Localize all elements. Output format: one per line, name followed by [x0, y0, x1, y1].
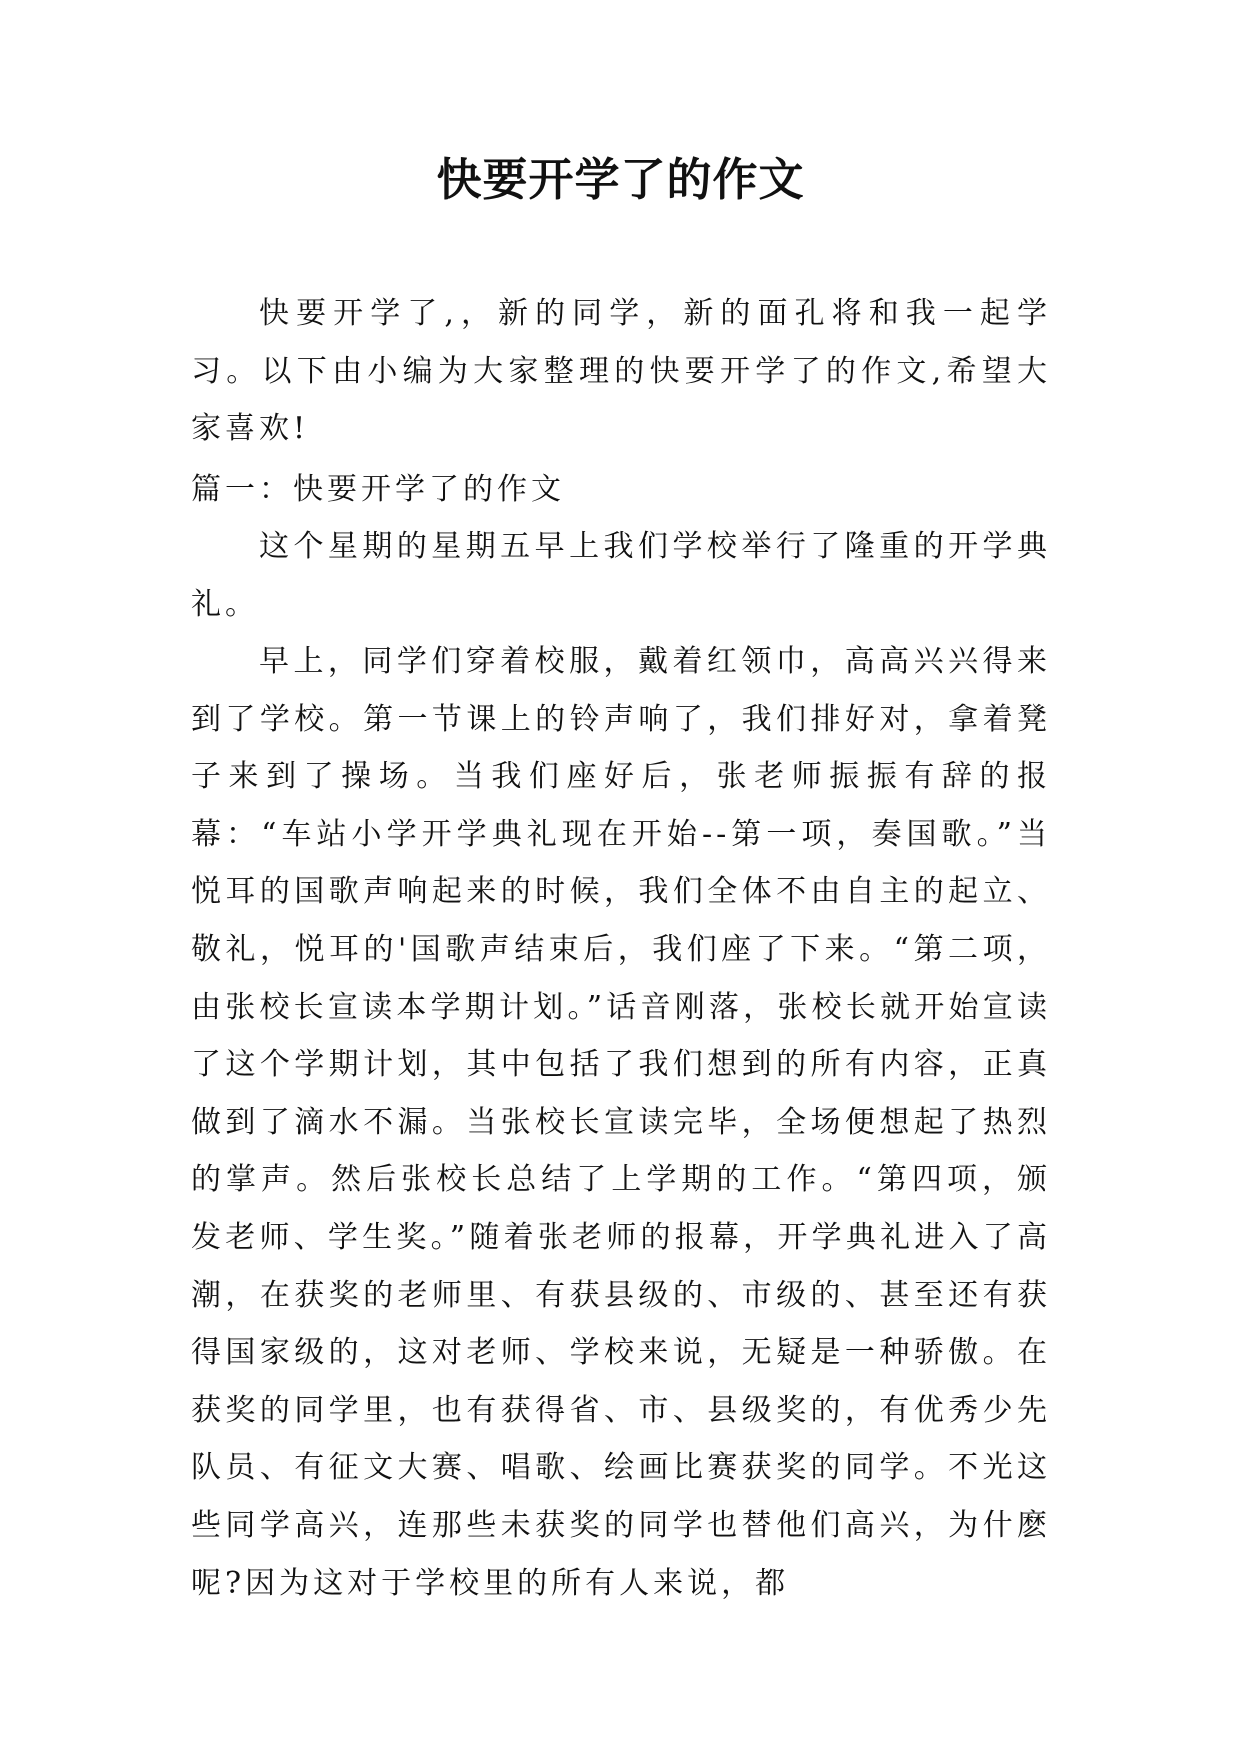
intro-text: 快要开学了,，新的同学，新的面孔将和我一起学习。以下由小编为大家整理的快要开学了的作文,希望大家喜欢!	[191, 296, 1051, 447]
intro-paragraph	[191, 285, 1051, 458]
section-heading: 篇一：快要开学了的作文	[191, 472, 565, 507]
body-paragraph-2	[191, 633, 1051, 1612]
paragraph-text: 这个星期的星期五早上我们学校举行了隆重的开学典礼。	[191, 529, 1051, 622]
paragraph-text: 早上，同学们穿着校服，戴着红领巾，高高兴兴得来到了学校。第一节课上的铃声响了，我们排好对，拿着凳子来到了操场。当我们座好后，张老师振振有辞的报幕：“车站小学开学典礼现在开始--第一项，奏国歌。”当悦耳的国歌声响起来的时候，我们全体不由自主的起立、敬礼，悦耳的'国歌声结束后，我们座了下来。“第二项，由张校长宣读本学期计划。”话音刚落，张校长就开始宣读了这个学期计划，其中包括了我们想到的所有内容，正真做到了滴水不漏。当张校长宣读完毕，全场便想起了热烈的掌声。然后张校长总结了上学期的工作。“第四项，颁发老师、学生奖。”随着张老师的报幕，开学典礼进入了高潮，在获奖的老师里、有获县级的、市级的、甚至还有获得国家级的，这对老师、学校来说，无疑是一种骄傲。在获奖的同学里，也有获得省、市、县级奖的，有优秀少先队员、有征文大赛、唱歌、绘画比赛获奖的同学。不光这些同学高兴，连那些未获奖的同学也替他们高兴，为什麽呢?因为这对于学校里的所有人来说，都	[191, 644, 1051, 1601]
body-paragraph-1	[191, 518, 1051, 633]
document-title: 快要开学了的作文	[436, 153, 805, 206]
